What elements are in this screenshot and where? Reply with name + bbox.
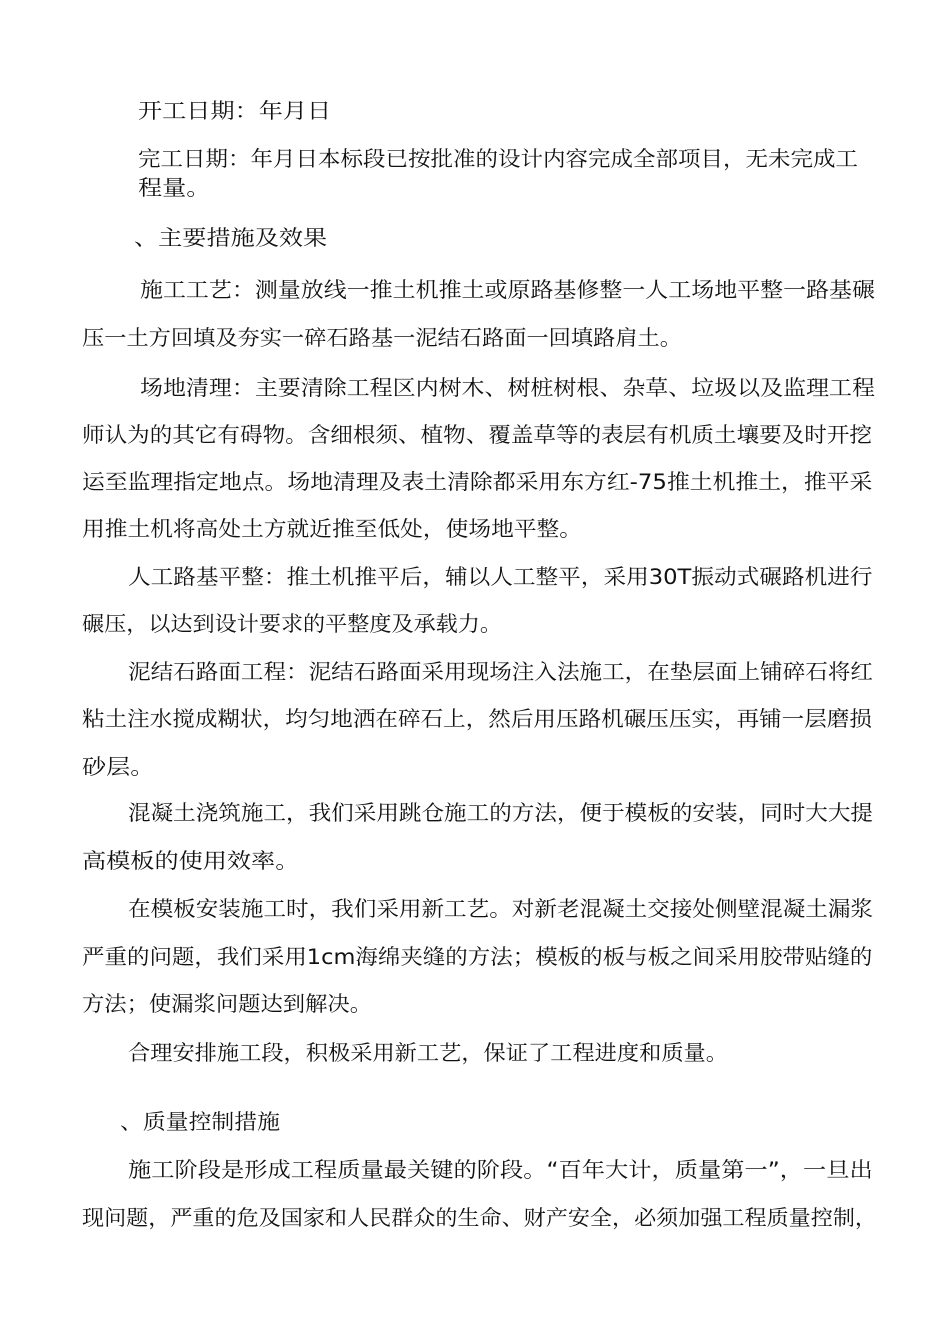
text-line: 用推土机将高处土方就近推至低处，使场地平整。: [82, 517, 582, 541]
text-line: 方法；使漏浆问题达到解决。: [82, 992, 372, 1016]
text-line: 开工日期：年月日: [138, 99, 332, 123]
text-line: 师认为的其它有碍物。含细根须、植物、覆盖草等的表层有机质土壤要及时开挖: [82, 423, 872, 447]
section-heading: 、主要措施及效果: [134, 226, 328, 250]
text-line: 运至监理指定地点。场地清理及表土清除都采用东方红-75推土机推土，推平采: [82, 470, 873, 494]
text-line: 混凝土浇筑施工，我们采用跳仓施工的方法，便于模板的安装，同时大大提: [128, 801, 873, 825]
text-line: 粘土注水搅成糊状，均匀地洒在碎石上，然后用压路机碾压压实，再铺一层磨损: [82, 707, 872, 731]
text-line: 高模板的使用效率。: [82, 849, 300, 873]
text-line: 场地清理：主要清除工程区内树木、树桩树根、杂草、垃圾以及监理工程: [140, 376, 875, 400]
text-line: 碾压，以达到设计要求的平整度及承载力。: [82, 612, 502, 636]
text-line: 压一土方回填及夯实一碎石路基一泥结石路面一回填路肩土。: [82, 326, 682, 350]
text-line: 泥结石路面工程：泥结石路面采用现场注入法施工，在垫层面上铺碎石将红: [128, 660, 873, 684]
text-line: 在模板安装施工时，我们采用新工艺。对新老混凝土交接处侧壁混凝土漏浆: [128, 897, 873, 921]
text-line: 严重的问题，我们采用1cm海绵夹缝的方法；模板的板与板之间采用胶带贴缝的: [82, 945, 873, 969]
text-line: 完工日期：年月日本标段已按批准的设计内容完成全部项目，无未完成工: [138, 147, 858, 171]
text-line: 施工工艺：测量放线一推土机推土或原路基修整一人工场地平整一路基碾: [140, 278, 875, 302]
section-heading: 、质量控制措施: [120, 1110, 280, 1134]
text-line: 施工阶段是形成工程质量最关键的阶段。“百年大计，质量第一”，一旦出: [128, 1158, 873, 1182]
text-line: 程量。: [138, 176, 211, 200]
text-line: 合理安排施工段，积极采用新工艺，保证了工程进度和质量。: [128, 1041, 728, 1065]
text-line: 人工路基平整：推土机推平后，辅以人工整平，采用30T振动式碾路机进行: [128, 565, 873, 589]
text-line: 现问题，严重的危及国家和人民群众的生命、财产安全，必须加强工程质量控制，: [82, 1206, 878, 1230]
text-line: 砂层。: [82, 755, 155, 779]
